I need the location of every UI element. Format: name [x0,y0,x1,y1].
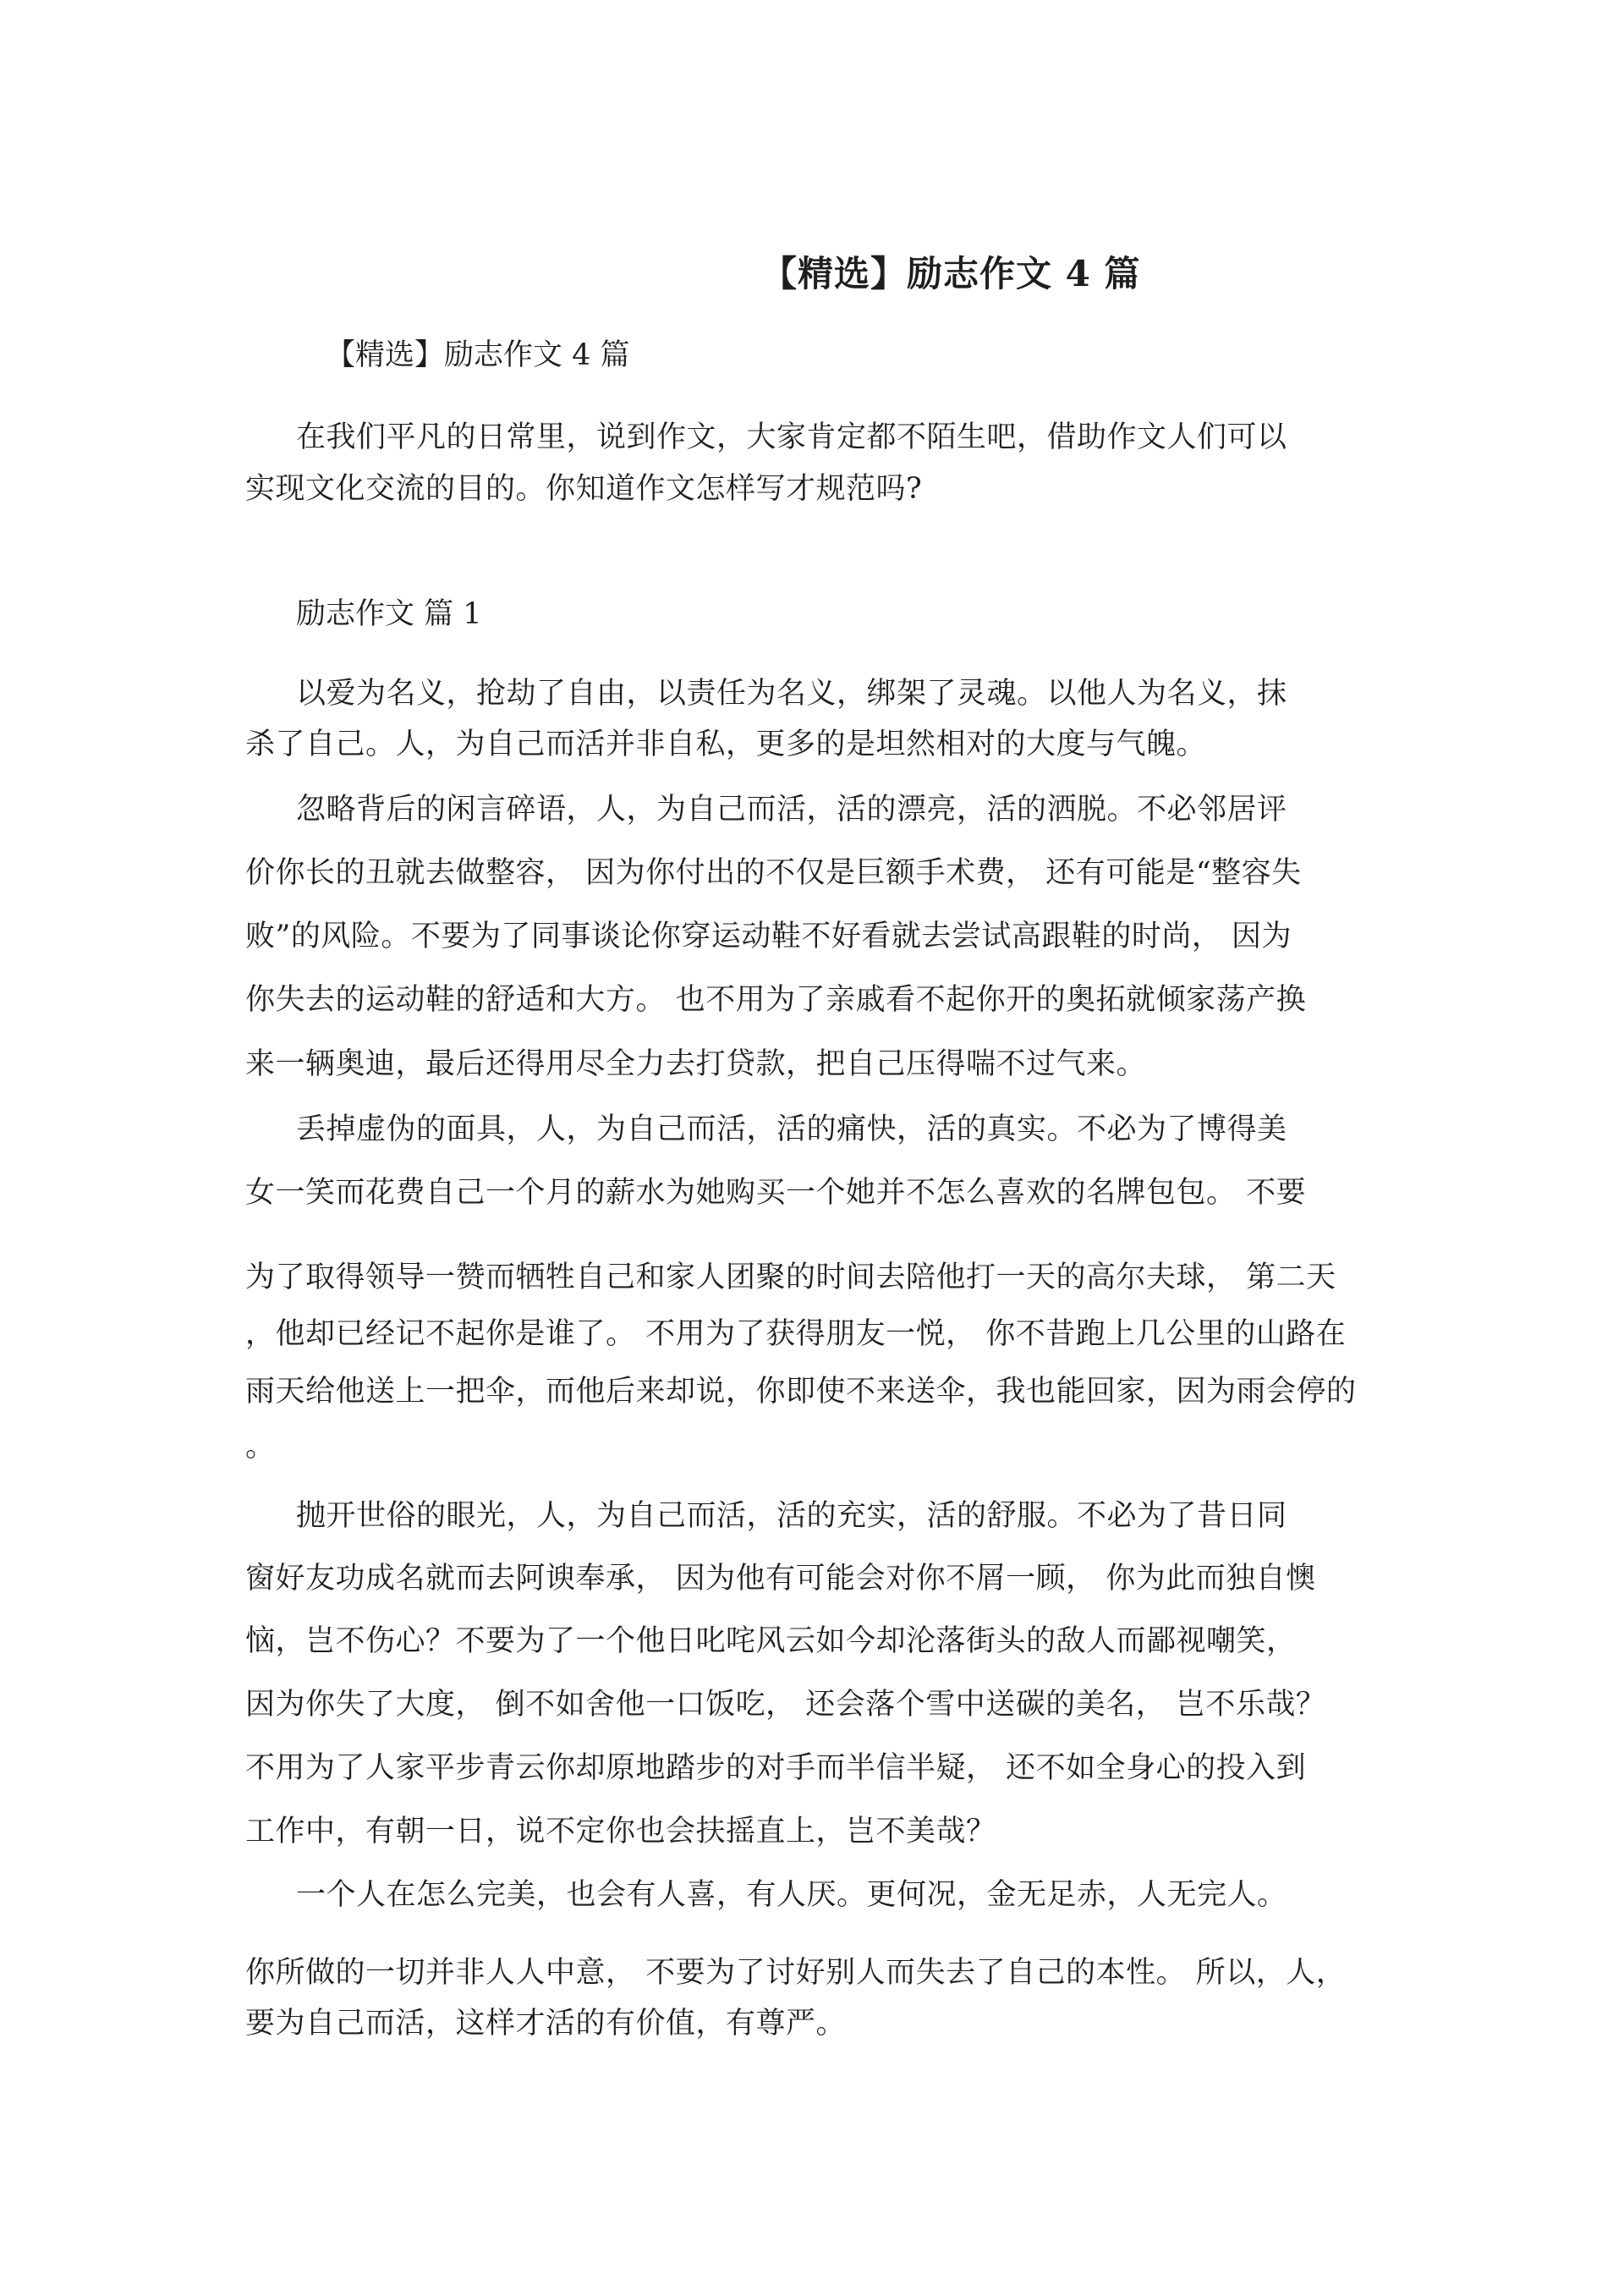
body-line: 要为自己而活，这样才活的有价值，有尊严。 [245,2007,847,2041]
body-line: 工作中，有朝一日，说不定你也会扶摇直上，岂不美哉？ [245,1815,996,1848]
body-line: 。 [245,1430,276,1464]
body-line: 抛开世俗的眼光，人，为自己而活，活的充实，活的舒服。不必为了昔日同 [296,1499,1287,1533]
body-line: 价你长的丑就去做整容， 因为你付出的不仅是巨额手术费， 还有可能是“整容失 [245,856,1302,890]
body-line: 你失去的运动鞋的舒适和大方。 也不用为了亲戚看不起你开的奥拓就倾家荡产换 [245,983,1307,1017]
body-line: 因为你失了大度， 倒不如舍他一口饭吃， 还会落个雪中送碳的美名， 岂不乐哉？ [245,1688,1326,1722]
section-heading: 励志作文 篇 1 [296,597,482,631]
body-line: 以爱为名义，抢劫了自由，以责任为名义，绑架了灵魂。以他人为名义，抹 [296,677,1287,711]
body-line: 窗好友功成名就而去阿谀奉承， 因为他有可能会对你不屑一顾， 你为此而独自懊 [245,1562,1316,1596]
body-line: 为了取得领导一赞而牺牲自己和家人团聚的时间去陪他打一天的高尔夫球， 第二天 [245,1261,1336,1294]
body-line: 雨天给他送上一把伞，而他后来却说，你即使不来送伞，我也能回家，因为雨会停的 [245,1375,1357,1409]
body-line: 你所做的一切并非人人中意， 不要为了讨好别人而失去了自己的本性。 所以，人， [245,1956,1347,1990]
body-line: 不用为了人家平步青云你却原地踏步的对手而半信半疑， 还不如全身心的投入到 [245,1751,1307,1785]
body-line: 丢掉虚伪的面具，人，为自己而活，活的痛快，活的真实。不必为了博得美 [296,1112,1287,1146]
body-line: 一个人在怎么完美，也会有人喜，有人厌。更何况，金无足赤，人无完人。 [296,1878,1287,1912]
document-subtitle: 【精选】励志作文 4 篇 [326,338,630,372]
body-line: 来一辆奥迪，最后还得用尽全力去打贷款，把自己压得喘不过气来。 [245,1047,1147,1081]
body-line: 女一笑而花费自己一个月的薪水为她购买一个她并不怎么喜欢的名牌包包。 不要 [245,1176,1307,1210]
body-line: 实现文化交流的目的。你知道作文怎样写才规范吗? [245,472,923,506]
body-line: 败”的风险。不要为了同事谈论你穿运动鞋不好看就去尝试高跟鞋的时尚， 因为 [245,920,1292,953]
body-line: 忽略背后的闲言碎语，人，为自己而活，活的漂亮，活的洒脱。不必邻居评 [296,793,1287,827]
document-title: 【精选】励志作文 4 篇 [761,253,1141,294]
body-line: ，他却已经记不起你是谁了。 不用为了获得朋友一悦， 你不昔跑上几公里的山路在 [245,1317,1347,1351]
body-line: 在我们平凡的日常里，说到作文，大家肯定都不陌生吧，借助作文人们可以 [296,420,1287,454]
body-line: 杀了自己。人，为自己而活并非自私，更多的是坦然相对的大度与气魄。 [245,728,1207,761]
body-line: 恼，岂不伤心？不要为了一个他日叱咤风云如今却沦落街头的敌人而鄙视嘲笑， [245,1624,1297,1658]
